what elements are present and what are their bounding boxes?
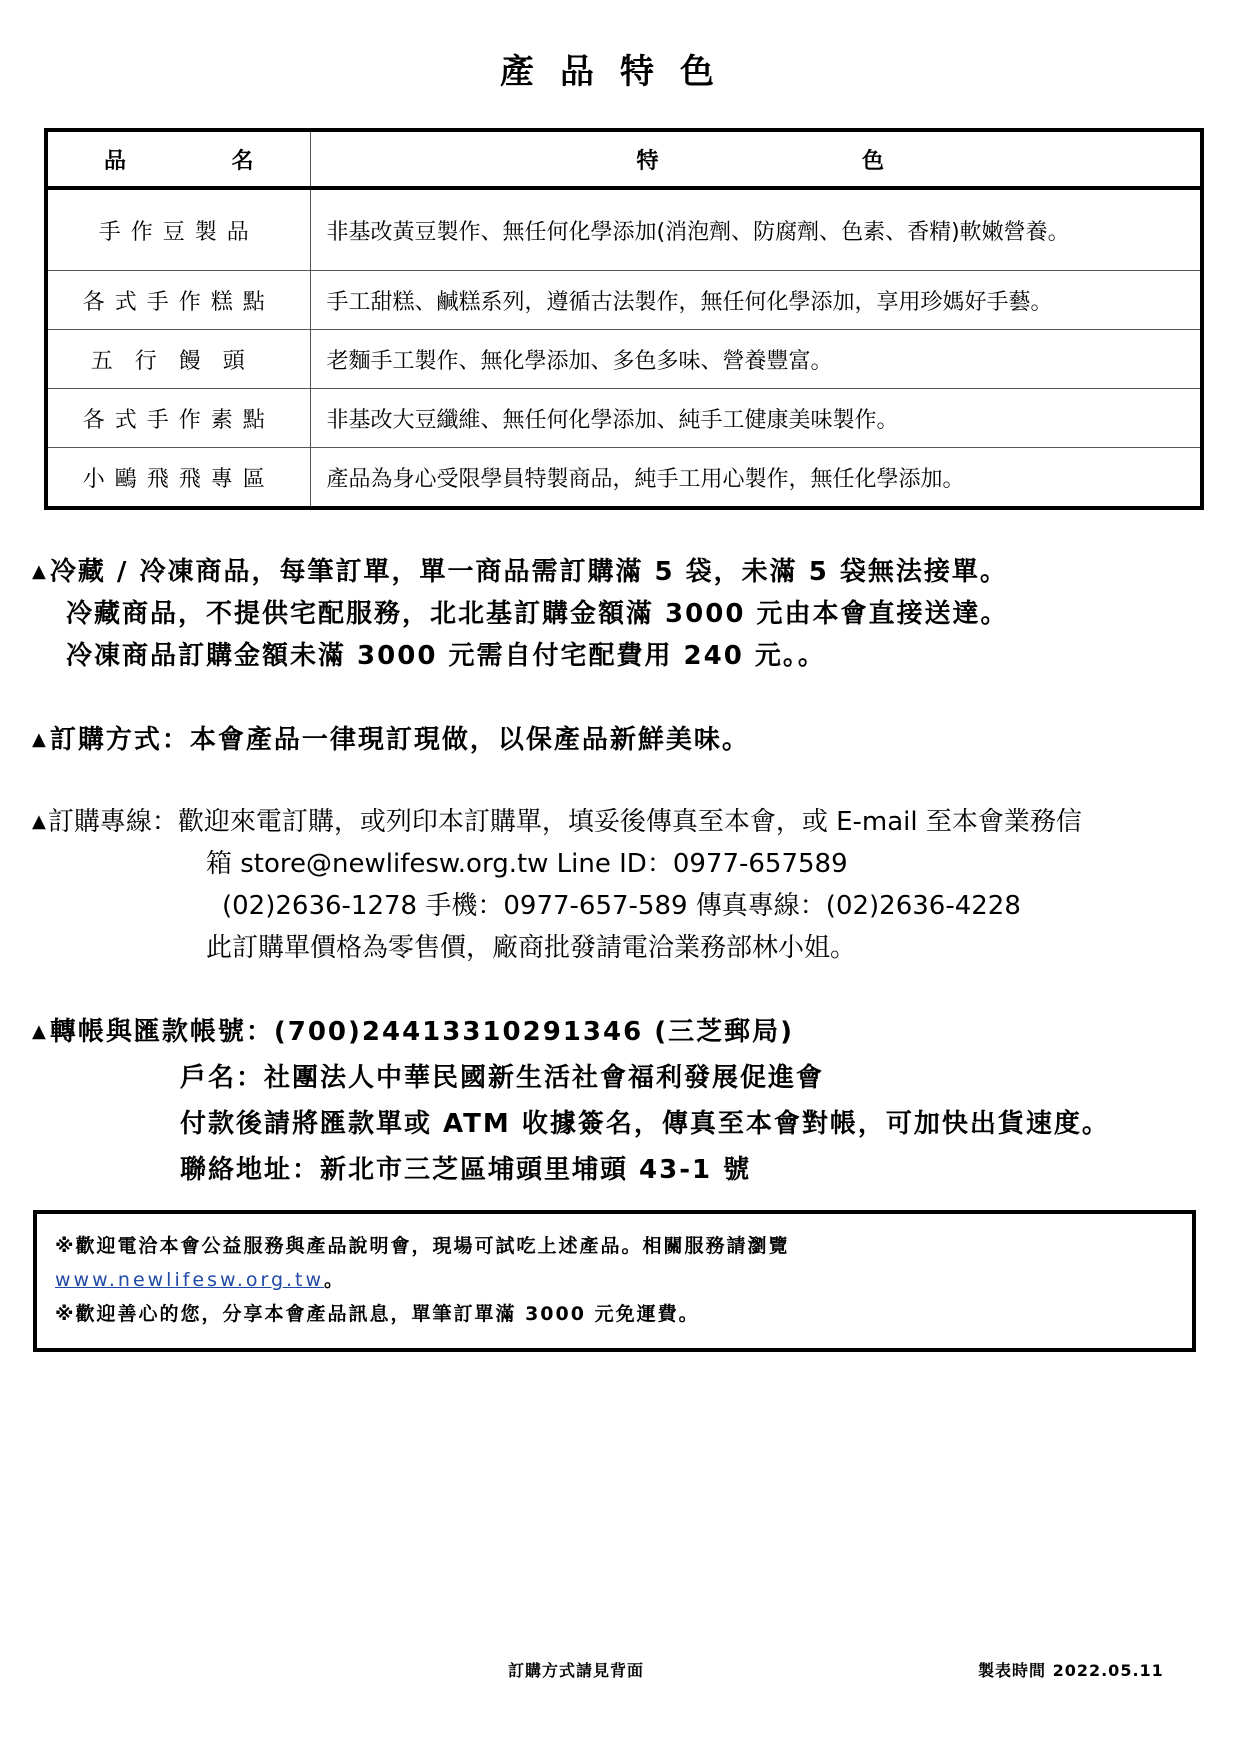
product-name: 小鷗飛飛專區 [46, 448, 310, 509]
table-row [46, 389, 1202, 448]
note-account-name: 戶名：社團法人中華民國新生活社會福利發展促進會 [180, 1063, 825, 1093]
notice-box [33, 1210, 1196, 1352]
notice-line-1: ※歡迎電洽本會公益服務與產品說明會，現場可試吃上述產品。相關服務請瀏覽 [55, 1235, 790, 1257]
table-row [46, 188, 1202, 271]
table-row [46, 271, 1202, 330]
triangle-bullet-icon: ▲ [32, 729, 48, 750]
product-name: 各式手作糕點 [46, 271, 310, 330]
product-feature: 非基改黃豆製作、無任何化學添加(消泡劑、防腐劑、色素、香精)軟嫩營養。 [310, 188, 1202, 271]
note-hotline-4: 此訂購單價格為零售價，廠商批發請電洽業務部林小姐。 [206, 933, 857, 963]
triangle-bullet-icon: ▲ [32, 561, 48, 582]
product-name: 各式手作素點 [46, 389, 310, 448]
footer-note: 訂購方式請見背面 [508, 1661, 645, 1680]
note-contact-address: 聯絡地址：新北市三芝區埔頭里埔頭 43-1 號 [180, 1155, 752, 1185]
product-name: 五行饅頭 [46, 330, 310, 389]
table-row [46, 330, 1202, 389]
table-header-row [46, 130, 1202, 188]
notice-line-2: www.newlifesw.org.tw。 [55, 1269, 346, 1291]
table-row [46, 448, 1202, 509]
product-feature: 非基改大豆纖維、無任何化學添加、純手工健康美味製作。 [310, 389, 1202, 448]
note-payment-instruction: 付款後請將匯款單或 ATM 收據簽名，傳真至本會對帳，可加快出貨速度。 [180, 1109, 1110, 1139]
notice-line-3: ※歡迎善心的您，分享本會產品訊息，單筆訂單滿 3000 元免運費。 [55, 1303, 700, 1325]
header-name: 品 名 [46, 130, 310, 188]
page-title: 產品特色 [500, 52, 740, 92]
note-order-method: ▲訂購方式：本會產品一律現訂現做，以保產品新鮮美味。 [32, 725, 750, 755]
note-cold-storage-2: 冷藏商品，不提供宅配服務，北北基訂購金額滿 3000 元由本會直接送達。 [66, 599, 1009, 629]
note-cold-storage-1: ▲冷藏 / 冷凍商品，每筆訂單，單一商品需訂購滿 5 袋，未滿 5 袋無法接單。 [32, 557, 1008, 587]
product-feature: 手工甜糕、鹹糕系列，遵循古法製作，無任何化學添加，享用珍媽好手藝。 [310, 271, 1202, 330]
product-name: 手作豆製品 [46, 188, 310, 271]
website-link[interactable]: www.newlifesw.org.tw [55, 1269, 325, 1291]
note-cold-storage-3: 冷凍商品訂購金額未滿 3000 元需自付宅配費用 240 元。。 [66, 641, 826, 671]
triangle-bullet-icon: ▲ [32, 1021, 48, 1042]
note-bank-account: ▲轉帳與匯款帳號：(700)24413310291346 (三芝郵局) [32, 1017, 794, 1047]
product-feature: 產品為身心受限學員特製商品，純手工用心製作，無任化學添加。 [310, 448, 1202, 509]
note-hotline-3: (02)2636-1278 手機：0977-657-589 傳真專線：(02)2636-4228 [222, 891, 1021, 921]
note-hotline-1: ▲訂購專線：歡迎來電訂購，或列印本訂購單，填妥後傳真至本會，或 E-mail 至本會業務信 [32, 807, 1082, 837]
product-feature: 老麵手工製作、無化學添加、多色多味、營養豐富。 [310, 330, 1202, 389]
footer-date: 製表時間 2022.05.11 [978, 1661, 1164, 1680]
note-hotline-2: 箱 store@newlifesw.org.tw Line ID：0977-657589 [206, 849, 848, 879]
header-feature: 特 色 [310, 130, 1202, 188]
product-table [44, 128, 1204, 510]
triangle-bullet-icon: ▲ [32, 811, 46, 832]
